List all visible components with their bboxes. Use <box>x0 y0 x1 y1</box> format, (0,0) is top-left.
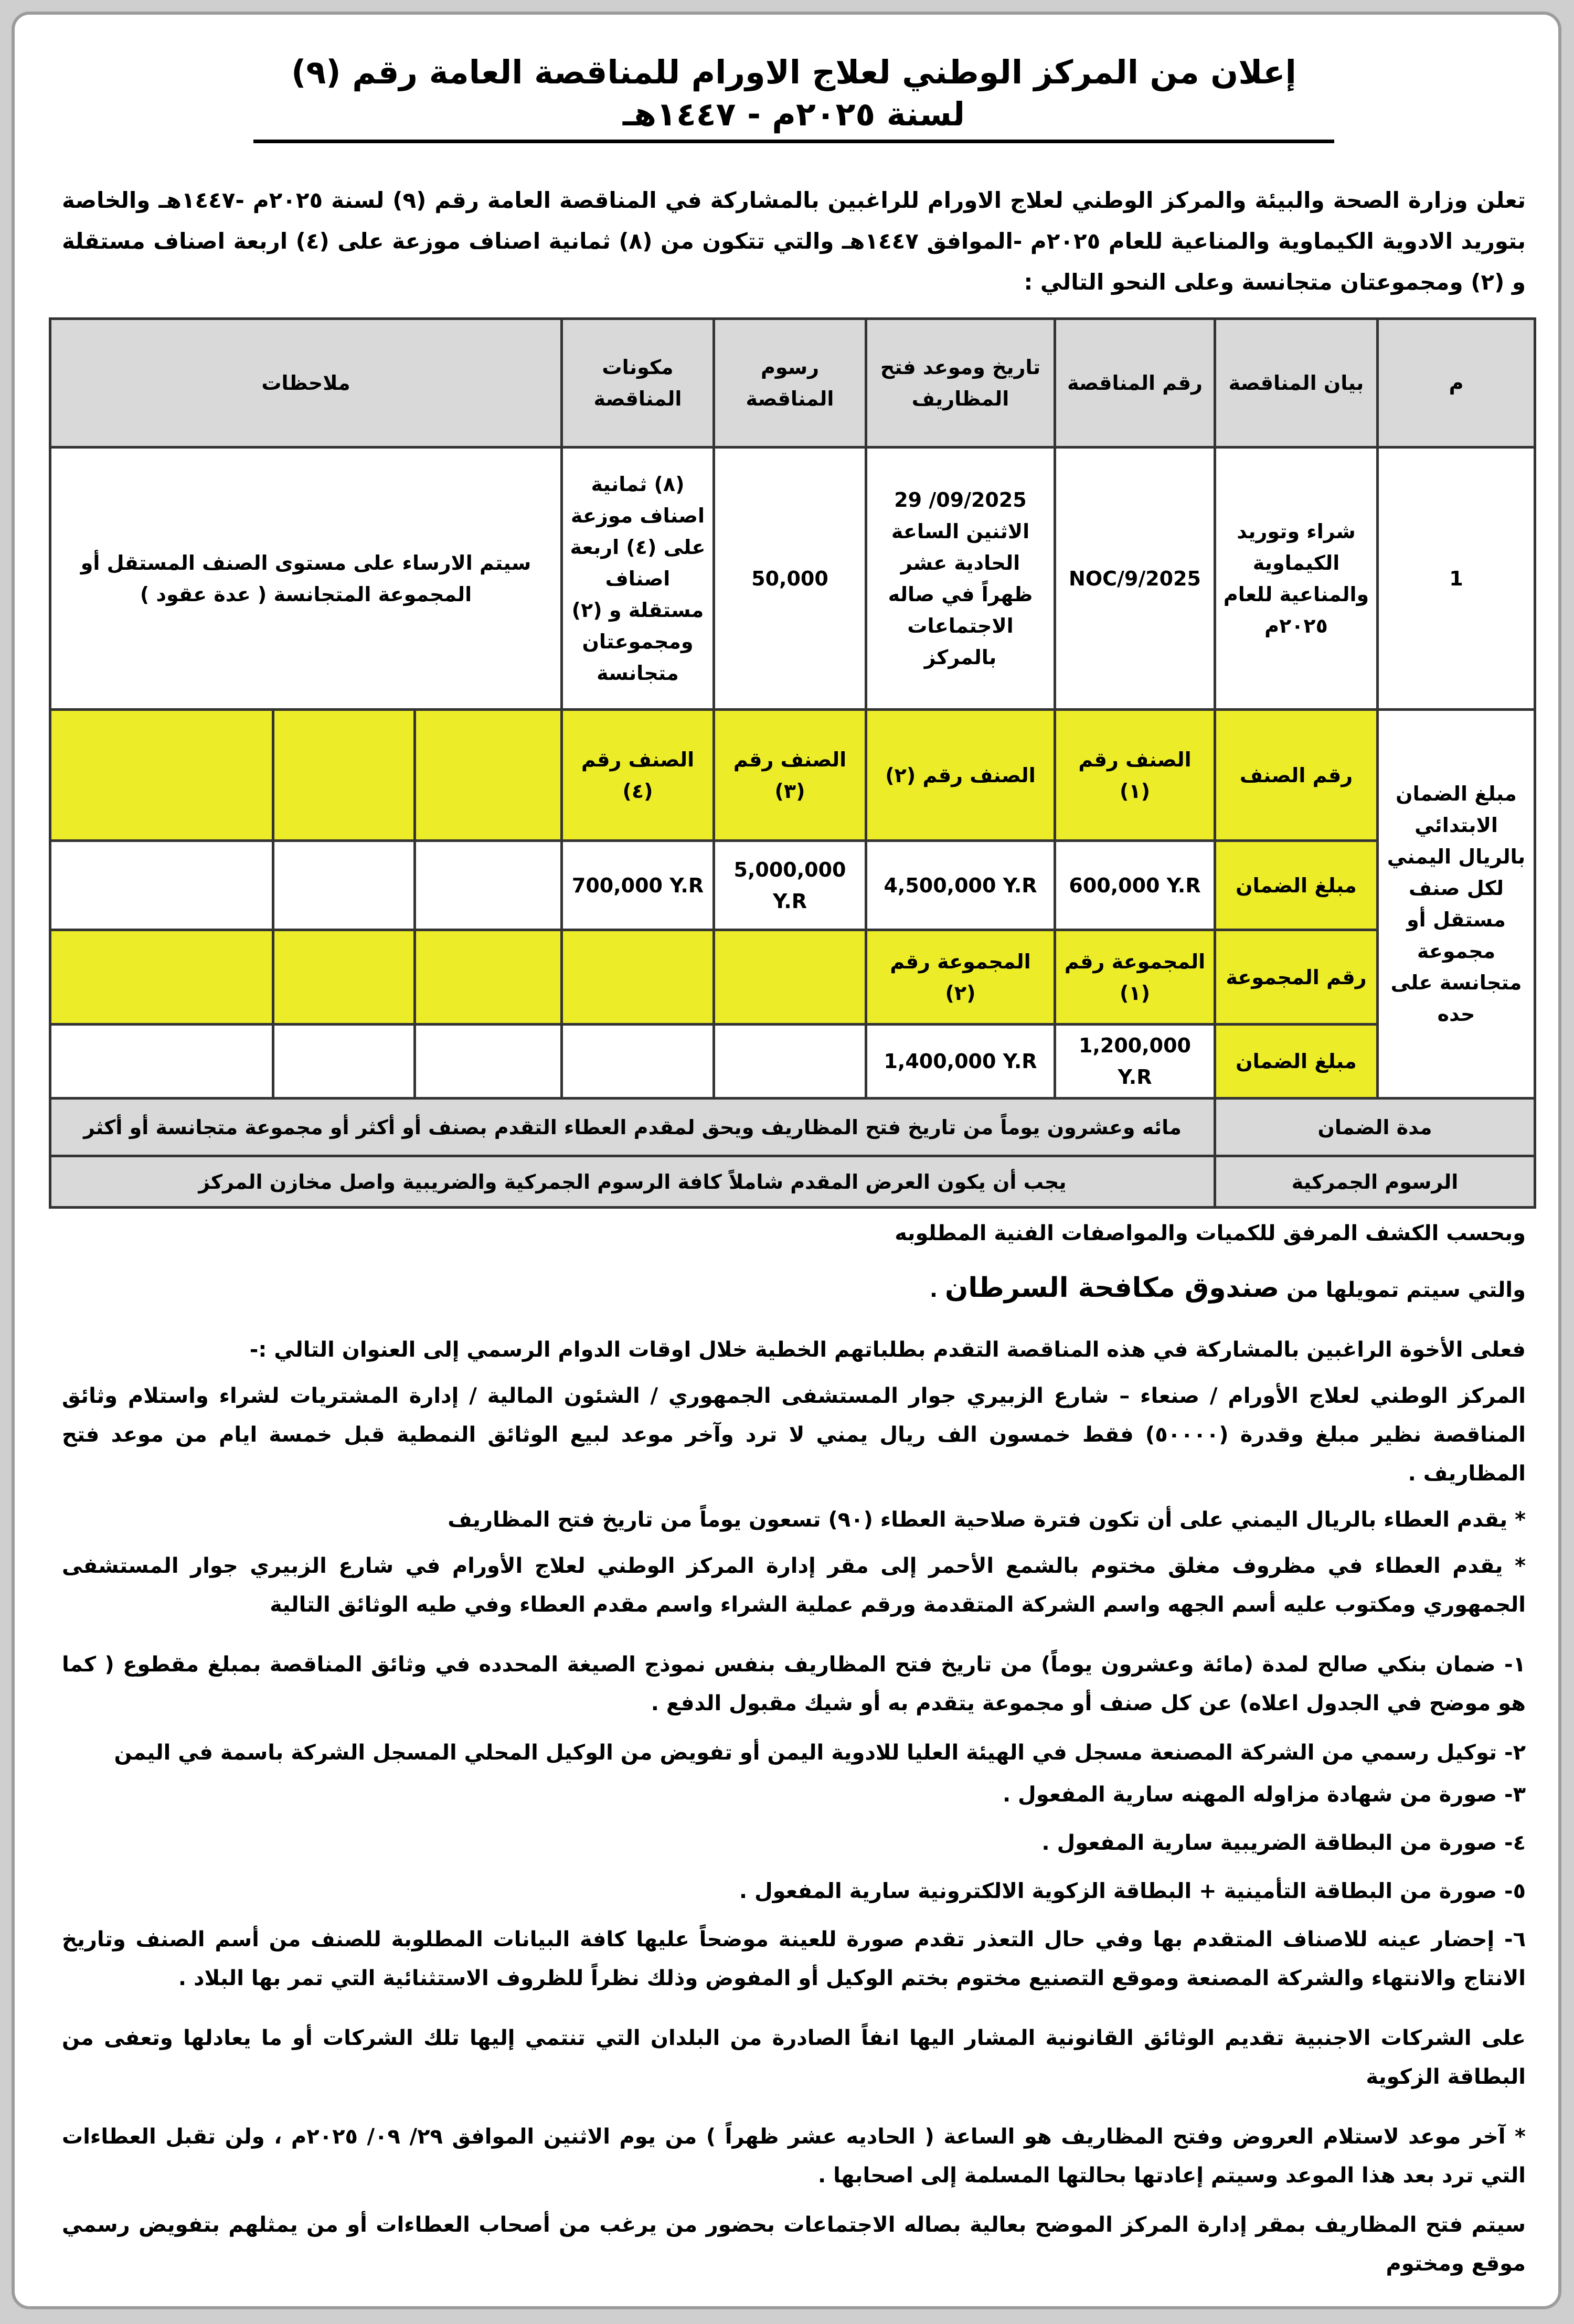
paragraph-6: * يقدم العطاء في مظروف مغلق مختوم بالشمع الأحمر إلى مقر إدارة المركز الوطني لعلاج الأورام في شارع الزبيري جوار المستشفى الجمهوري ومكتوب عليه أسم الجهه واسم الشركة المتقدمة ورقم عملية الشراء واسم مقدم العطاء وفي طيه الوثائق التالية <box>62 1554 1526 1617</box>
paragraph-7: ١- ضمان بنكي صالح لمدة (مائة وعشرون يوماً) من تاريخ فتح المظاريف بنفس نموذج الصيغة المحدده في وثائق المناقصة بمبلغ مقطوع ( كما هو موضح في الجدول اعلاه) عن كل صنف أو مجموعة يتقدم به أو شيك مقبول الدفع . <box>62 1653 1526 1715</box>
class-label: رقم الصنف <box>1215 710 1378 841</box>
class-2: الصنف رقم (٢) <box>866 710 1055 841</box>
group-empty-3 <box>415 930 562 1025</box>
class-empty-2 <box>273 710 415 841</box>
header-components: مكونات المناقصة <box>562 319 714 447</box>
intro-paragraph: تعلن وزارة الصحة والبيئة والمركز الوطني لعلاج الاورام للراغبين بالمشاركة في المناقصة العامة رقم (٩) لسنة ٢٠٢٥م -١٤٤٧هـ والخاصة بتوريد الادوية الكيماوية والمناعية للعام ٢٠٢٥م -الموافق ١٤٤٧هـ والتي تتكون من (٨) ثمانية اصناف موزعة على (٤) اربعة اصناف مستقلة و (٢) ومجموعتان متجانسة وعلى النحو التالي : <box>62 187 1526 295</box>
paragraph-5: * يقدم العطاء بالريال اليمني على أن تكون فترة صلاحية العطاء (٩٠) تسعون يوماً من تاريخ فتح المظاريف <box>448 1508 1526 1532</box>
body-text <box>51 1214 1536 2283</box>
header-date: تاريخ وموعد فتح المظاريف <box>866 319 1055 447</box>
header-fees: رسوم المناقصة <box>714 319 866 447</box>
header-notes: ملاحظات <box>50 319 562 447</box>
group-amount-empty-3 <box>415 1025 562 1099</box>
group-amount-2: 1,400,000 Y.R <box>866 1025 1055 1099</box>
tender-table <box>49 317 1536 1209</box>
cell-m: 1 <box>1378 447 1535 710</box>
date-text: الاثنين الساعة الحادية عشر ظهراً في صاله الاجتماعات بالمركز <box>888 519 1033 669</box>
cell-date <box>866 447 1055 710</box>
header-description: بيان المناقصة <box>1215 319 1378 447</box>
paragraph-2 <box>51 1268 1536 1309</box>
class-4: الصنف رقم (٤) <box>562 710 714 841</box>
class-1: الصنف رقم (١) <box>1055 710 1215 841</box>
group-amount-empty-5 <box>50 1025 273 1099</box>
class-3: الصنف رقم (٣) <box>714 710 866 841</box>
class-empty-3 <box>50 710 273 841</box>
funding-dot: . <box>929 1278 938 1302</box>
funding-source: صندوق مكافحة السرطان <box>945 1272 1280 1304</box>
paragraph-10: ٤- صورة من البطاقة الضريبية سارية المفعول . <box>1041 1831 1526 1855</box>
cell-components: (٨) ثمانية اصناف موزعة على (٤) اربعة اصناف مستقلة و (٢) ومجموعتان متجانسة <box>562 447 714 710</box>
cell-notes: سيتم الارساء على مستوى الصنف المستقل أو المجموعة المتجانسة ( عدة عقود ) <box>50 447 562 710</box>
guarantee-side-label: مبلغ الضمان الابتدائي بالريال اليمني لكل صنف مستقل أو مجموعة متجانسة على حده <box>1378 710 1535 1099</box>
group-empty-5 <box>50 930 273 1025</box>
group-amount-empty-1 <box>714 1025 866 1099</box>
class-amount-1: 600,000 Y.R <box>1055 841 1215 930</box>
class-amount-4: 700,000 Y.R <box>562 841 714 930</box>
paragraph-9: ٣- صورة من شهادة مزاوله المهنه سارية المفعول . <box>1002 1783 1526 1807</box>
customs-label: الرسوم الجمركية <box>1215 1156 1535 1208</box>
header-m: م <box>1378 319 1535 447</box>
group-amount-label: مبلغ الضمان <box>1215 1025 1378 1099</box>
paragraph-13: على الشركات الاجنبية تقديم الوثائق القانونية المشار اليها انفاً الصادرة من البلدان التي تنتمي إليها تلك الشركات أو ما يعادلها وتعفى من البطاقة الزكوية <box>62 2026 1526 2089</box>
date-value: 29 /09/2025 <box>894 488 1027 511</box>
group-amount-empty-4 <box>273 1025 415 1099</box>
group-empty-2 <box>562 930 714 1025</box>
class-amount-3: 5,000,000 Y.R <box>714 841 866 930</box>
cell-description: شراء وتوريد الكيماوية والمناعية للعام ٢٠٢٥م <box>1215 447 1378 710</box>
paragraph-11: ٥- صورة من البطاقة التأمينية + البطاقة الزكوية الالكترونية سارية المفعول . <box>739 1879 1526 1903</box>
group-2: المجموعة رقم (٢) <box>866 930 1055 1025</box>
paragraph-15: سيتم فتح المظاريف بمقر إدارة المركز الموضح بعالية بصاله الاجتماعات بحضور من يرغب من أصحاب العطاءات أو من يمثلهم بتفويض رسمي موقع ومختوم <box>62 2213 1526 2276</box>
duration-text: مائه وعشرون يوماً من تاريخ فتح المظاريف ويحق لمقدم العطاء التقدم بصنف أو أكثر أو مجموعة متجانسة أو أكثر <box>50 1099 1215 1156</box>
amount-empty-3 <box>50 841 273 930</box>
duration-label: مدة الضمان <box>1215 1099 1535 1156</box>
paragraph-14: * آخر موعد لاستلام العروض وفتح المظاريف هو الساعة ( الحاديه عشر ظهراً ) من يوم الاثنين الموافق ٢٩/ ٠٩/ ٢٠٢٥م ، ولن تقبل العطاءات التي ترد بعد هذا الموعد وسيتم إعادتها بحالتها المسلمة إلى اصحابها . <box>62 2125 1526 2188</box>
paragraph-3: فعلى الأخوة الراغبين بالمشاركة في هذه المناقصة التقدم بطلباتهم الخطية خلال اوقات الدوام الرسمي إلى العنوان التالي :- <box>249 1338 1526 1362</box>
group-amount-1: 1,200,000 Y.R <box>1055 1025 1215 1099</box>
amount-empty-2 <box>273 841 415 930</box>
funding-text: والتي سيتم تمويلها من <box>1286 1278 1526 1302</box>
announcement <box>51 51 1536 2283</box>
group-label: رقم المجموعة <box>1215 930 1378 1025</box>
group-empty-1 <box>714 930 866 1025</box>
group-amount-empty-2 <box>562 1025 714 1099</box>
paragraph-12: ٦- إحضار عينه للاصناف المتقدم بها وفي حال التعذر تقدم صورة للعينة موضحاً عليها كافة البيانات المطلوبة للصنف من أسم الصنف وتاريخ الانتاج والانتهاء والشركة المصنعة وموقع التصنيع مختوم بختم الوكيل أو المفوض وذلك نظراً للظروف الاستثنائية التي تمر بها البلاد . <box>62 1927 1526 1990</box>
class-amount-2: 4,500,000 Y.R <box>866 841 1055 930</box>
class-empty-1 <box>415 710 562 841</box>
cell-number: NOC/9/2025 <box>1055 447 1215 710</box>
header-number: رقم المناقصة <box>1055 319 1215 447</box>
group-1: المجموعة رقم (١) <box>1055 930 1215 1025</box>
page-frame <box>12 12 1561 2309</box>
paragraph-4: المركز الوطني لعلاج الأورام / صنعاء – شارع الزبيري جوار المستشفى الجمهوري / الشئون المالية / إدارة المشتريات لشراء واستلام وثائق المناقصة نظير مبلغ وقدرة (٥٠٠٠٠) فقط خمسون الف ريال يمني لا ترد وآخر موعد لبيع الوثائق النمطية قبل خمسة ايام من موعد فتح المظاريف . <box>62 1384 1526 1486</box>
amount-empty-1 <box>415 841 562 930</box>
paragraph-8: ٢- توكيل رسمي من الشركة المصنعة مسجل في الهيئة العليا للادوية اليمن أو تفويض من الوكيل المحلي المسجل الشركة باسمة في اليمن <box>114 1741 1526 1765</box>
paragraph-1: وبحسب الكشف المرفق للكميات والمواصفات الفنية المطلوبه <box>895 1221 1526 1245</box>
cell-fees: 50,000 <box>714 447 866 710</box>
customs-text: يجب أن يكون العرض المقدم شاملاً كافة الرسوم الجمركية والضريبية واصل مخازن المركز <box>50 1156 1215 1208</box>
page-title: إعلان من المركز الوطني لعلاج الاورام للمناقصة العامة رقم (٩) لسنة ٢٠٢٥م - ١٤٤٧هـ <box>253 51 1334 143</box>
amount-label: مبلغ الضمان <box>1215 841 1378 930</box>
group-empty-4 <box>273 930 415 1025</box>
